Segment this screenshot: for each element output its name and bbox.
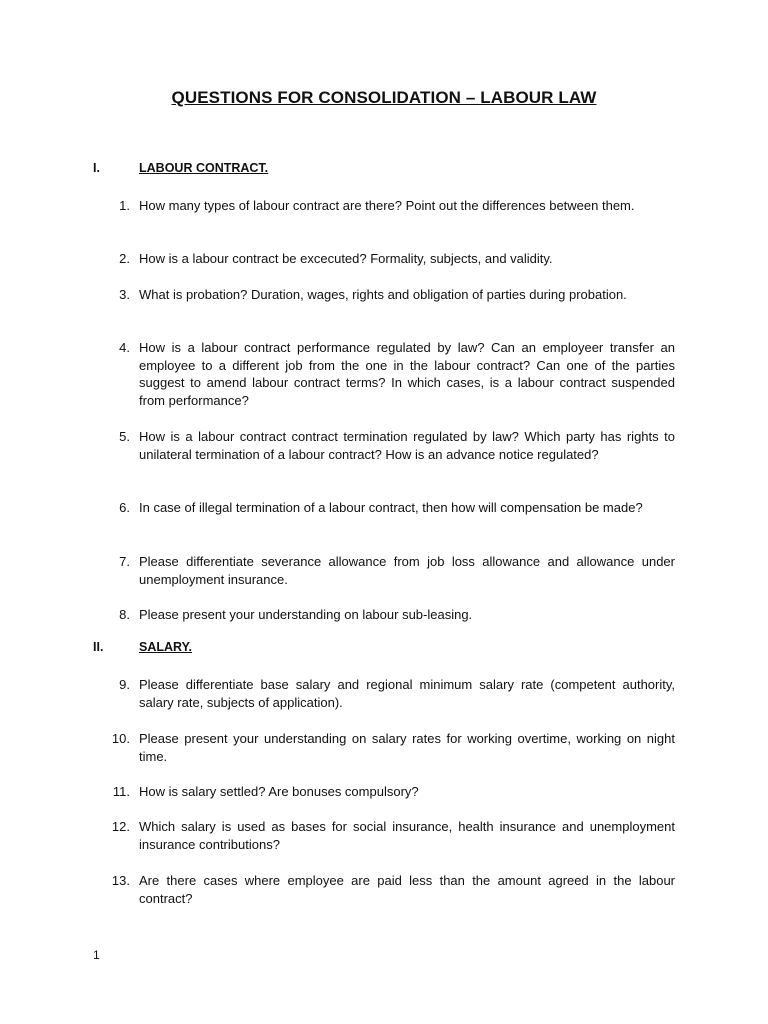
question-item [108, 606, 675, 624]
question-item [108, 872, 675, 907]
question-item [108, 339, 675, 409]
question-item [108, 553, 675, 588]
question-number: 1. [119, 198, 130, 213]
question-item [108, 730, 675, 765]
page-number: 1 [93, 948, 100, 962]
question-item [108, 286, 675, 304]
question-text: How many types of labour contract are there? Point out the differences between them. [139, 198, 635, 213]
question-text: Please differentiate base salary and regional minimum salary rate (competent authority, salary rate, subjects of application). [139, 677, 675, 710]
section-heading-labour-contract [93, 161, 268, 175]
question-item [108, 818, 675, 853]
section-title: SALARY. [139, 640, 193, 654]
section-heading-salary [93, 640, 192, 654]
question-number: 11. [112, 784, 130, 799]
question-number: 3. [119, 287, 130, 302]
question-number: 8. [119, 607, 130, 622]
question-text: Please differentiate severance allowance from job loss allowance and allowance under unemployment insurance. [139, 554, 675, 587]
question-number: 6. [119, 500, 130, 515]
question-text: Please present your understanding on salary rates for working overtime, working on night time. [139, 731, 675, 764]
question-item [108, 783, 675, 801]
question-text: Are there cases where employee are paid less than the amount agreed in the labour contract? [139, 873, 675, 906]
question-number: 7. [119, 554, 130, 569]
question-number: 5. [119, 429, 130, 444]
question-item [108, 250, 675, 268]
question-number: 9. [119, 677, 130, 692]
question-text: How is a labour contract contract termination regulated by law? Which party has rights to unilateral termination of a labour contract? How is an advance notice regulated? [139, 429, 675, 462]
question-number: 10. [111, 731, 130, 746]
section-number: I. [93, 161, 100, 175]
question-item [108, 499, 675, 517]
question-number: 13. [111, 873, 130, 888]
question-text: What is probation? Duration, wages, rights and obligation of parties during probation. [139, 287, 627, 302]
question-item [108, 197, 675, 215]
question-text: How is salary settled? Are bonuses compulsory? [139, 784, 419, 799]
question-number: 2. [119, 251, 130, 266]
section-number: II. [93, 640, 104, 654]
question-text: Which salary is used as bases for social insurance, health insurance and unemployment insurance contributions? [139, 819, 675, 852]
question-text: In case of illegal termination of a labour contract, then how will compensation be made? [139, 500, 643, 515]
question-item [108, 428, 675, 463]
section-title: LABOUR CONTRACT. [139, 161, 269, 175]
question-item [108, 676, 675, 711]
question-text: How is a labour contract performance regulated by law? Can an employeer transfer an employee to a different job from the one in the labour contract? Can one of the parties suggest to amend labour contract terms? In which cases, is a labour contract suspended from performance? [139, 340, 675, 408]
question-number: 4. [119, 340, 130, 355]
question-text: How is a labour contract be excecuted? Formality, subjects, and validity. [139, 251, 553, 266]
question-text: Please present your understanding on labour sub-leasing. [139, 607, 473, 622]
document-title: QUESTIONS FOR CONSOLIDATION – LABOUR LAW [171, 88, 597, 107]
question-number: 12. [111, 819, 130, 834]
